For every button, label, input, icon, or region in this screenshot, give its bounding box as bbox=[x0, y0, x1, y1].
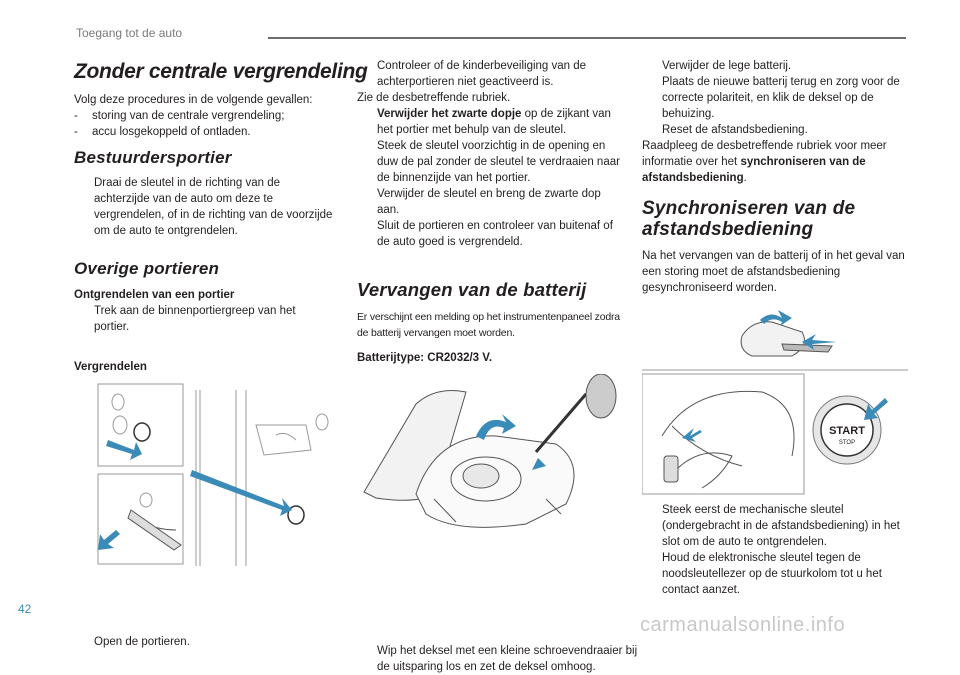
step-item: Verwijder het zwarte dopje op de zijkant van het portier met behulp van de sleutel. bbox=[377, 108, 611, 136]
step-item: Steek eerst de mechanische sleutel (ondergebracht in de afstandsbediening) in het slot om de auto te ontgrendelen. bbox=[662, 504, 900, 548]
sync-heading: Synchroniseren van de afstandsbediening bbox=[642, 198, 856, 240]
unlock-block bbox=[74, 287, 324, 335]
section-header: Toegang tot de auto bbox=[76, 26, 183, 40]
step-item: Steek de sleutel voorzichtig in de opening en duw de pal zonder de sleutel te verdraaien naar de binnenzijde van het portier. bbox=[377, 140, 620, 184]
driver-door-heading: Bestuurdersportier bbox=[74, 148, 232, 167]
see-section-text: Zie de desbetreffende rubriek. bbox=[357, 92, 511, 104]
header-rule bbox=[268, 37, 906, 39]
intro-text: Volg deze procedures in de volgende gevallen: bbox=[74, 94, 313, 106]
watermark-text: carmanualsonline.info bbox=[640, 614, 846, 636]
step-item: Plaats de nieuwe batterij terug en zorg voor de correcte polariteit, en klik de deksel op de behuizing. bbox=[662, 76, 900, 120]
driver-door-step: Draai de sleutel in de richting van de achterzijde van de auto om deze te vergrendelen, of in de richting van de voorzijde om de auto te ontgrendelen. bbox=[94, 177, 333, 237]
battery-heading: Vervangen van de batterij bbox=[357, 279, 587, 300]
case-item: - storing van de centrale vergrendeling; bbox=[74, 110, 285, 122]
key-fob-battery-illustration bbox=[356, 374, 624, 554]
page-number: 42 bbox=[18, 602, 32, 616]
col3-final-steps bbox=[642, 502, 910, 598]
unlock-step: Trek aan de binnenportiergreep van het portier. bbox=[94, 305, 296, 333]
open-doors-step: Open de portieren. bbox=[94, 636, 190, 648]
refer-text: Raadpleeg de desbetreffende rubriek voor meer informatie over het synchroniseren van de afstandsbediening. bbox=[642, 140, 887, 184]
col2-steps bbox=[357, 58, 625, 250]
sync-illustration bbox=[642, 306, 908, 496]
stop-button-label: STOP bbox=[838, 440, 856, 446]
pry-cover-step: Wip het deksel met een kleine schroevendraaier bij de uitsparing los en zet de deksel omhoog. bbox=[377, 645, 638, 673]
step-item: Houd de elektronische sleutel tegen de noodsleutellezer op de stuurkolom tot u het contact aanzet. bbox=[662, 552, 882, 596]
unlock-heading: Ontgrendelen van een portier bbox=[74, 289, 235, 301]
sync-text: Na het vervangen van de batterij of in het geval van een storing moet de afstandsbediening gesynchroniseerd worden. bbox=[642, 250, 905, 294]
door-lock-illustration bbox=[96, 380, 346, 570]
col3-steps bbox=[642, 58, 910, 186]
step-item: Sluit de portieren en controleer van buitenaf of de auto goed is vergrendeld. bbox=[377, 220, 613, 248]
other-doors-heading: Overige portieren bbox=[74, 259, 220, 278]
step-item: Reset de afstandsbediening. bbox=[662, 124, 808, 136]
step-item: Verwijder de lege batterij. bbox=[662, 60, 792, 72]
section-title: Zonder centrale vergrendeling bbox=[74, 60, 368, 83]
battery-note: Er verschijnt een melding op het instrumentenpaneel zodra de batterij vervangen moet worden. bbox=[357, 311, 620, 339]
step-item: Verwijder de sleutel en breng de zwarte dop aan. bbox=[377, 188, 601, 216]
step-item: Controleer of de kinderbeveiliging van de achterportieren niet geactiveerd is. bbox=[377, 60, 587, 88]
lock-heading: Vergrendelen bbox=[74, 361, 147, 373]
start-button-label: START bbox=[829, 425, 865, 437]
intro-block bbox=[74, 92, 344, 140]
battery-type: Batterijtype: CR2032/3 V. bbox=[357, 352, 493, 364]
case-item: - accu losgekoppeld of ontladen. bbox=[74, 126, 251, 138]
